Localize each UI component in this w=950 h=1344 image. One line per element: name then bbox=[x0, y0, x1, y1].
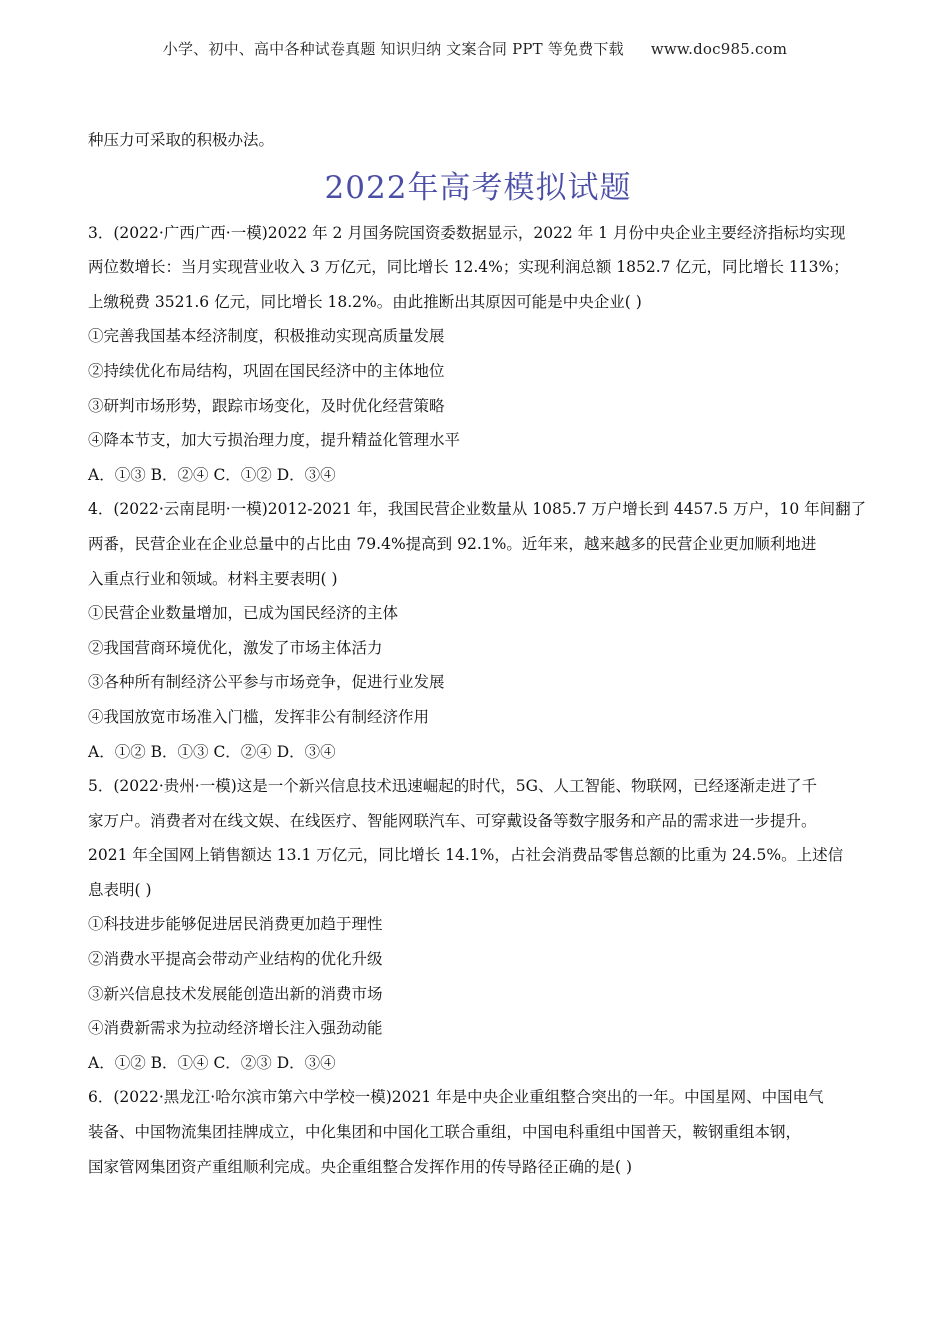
question-stem-line: 上缴税费 3521.6 亿元，同比增长 18.2%。由此推断出其原因可能是中央企业( ) bbox=[88, 292, 642, 311]
question-stem-line: 2021 年全国网上销售额达 13.1 万亿元，同比增长 14.1%，占社会消费品零售总额的比重为 24.5%。上述信 bbox=[88, 846, 844, 865]
question-stem-line: 息表明( ) bbox=[88, 880, 152, 899]
question-stem-line: 两位数增长：当月实现营业收入 3 万亿元，同比增长 12.4%；实现利润总额 1852.7 亿元，同比增长 113%； bbox=[88, 258, 849, 277]
question-5 bbox=[88, 769, 868, 1080]
question-stem-line: 5．(2022·贵州·一模)这是一个新兴信息技术迅速崛起的时代，5G、人工智能、物联网，已经逐渐走进了千 bbox=[88, 777, 818, 796]
question-stem-line: 6．(2022·黑龙江·哈尔滨市第六中学校一模)2021 年是中央企业重组整合突出的一年。中国星网、中国电气 bbox=[88, 1088, 824, 1107]
question-stem-line: 4．(2022·云南昆明·一模)2012-2021 年，我国民营企业数量从 1085.7 万户增长到 4457.5 万户，10 年间翻了 bbox=[88, 500, 867, 519]
question-3 bbox=[88, 216, 868, 493]
question-4 bbox=[88, 492, 868, 769]
question-item: ④我国放宽市场准入门槛，发挥非公有制经济作用 bbox=[88, 707, 430, 726]
question-stem-line: 两番，民营企业在企业总量中的占比由 79.4%提高到 92.1%。近年来，越来越多的民营企业更加顺利地进 bbox=[88, 534, 817, 553]
answer-options: A．①② B．①③ C．②④ D．③④ bbox=[88, 742, 336, 761]
answer-options: A．①③ B．②④ C．①② D．③④ bbox=[88, 465, 336, 484]
header-text: 小学、初中、高中各种试卷真题 知识归纳 文案合同 PPT 等免费下载 bbox=[162, 40, 624, 58]
question-stem-line: 装备、中国物流集团挂牌成立，中化集团和中国化工联合重组，中国电科重组中国普天，鞍钢重组本钢， bbox=[88, 1123, 802, 1142]
question-item: ②我国营商环境优化，激发了市场主体活力 bbox=[88, 638, 383, 657]
document-body bbox=[88, 123, 868, 1184]
question-item: ①民营企业数量增加，已成为国民经济的主体 bbox=[88, 604, 399, 623]
answer-options: A．①② B．①④ C．②③ D．③④ bbox=[88, 1053, 336, 1072]
question-item: ④降本节支，加大亏损治理力度，提升精益化管理水平 bbox=[88, 431, 461, 450]
question-item: ②消费水平提高会带动产业结构的优化升级 bbox=[88, 950, 383, 969]
question-item: ③研判市场形势，跟踪市场变化，及时优化经营策略 bbox=[88, 396, 445, 415]
page-header bbox=[0, 38, 950, 59]
intro-line: 种压力可采取的积极办法。 bbox=[88, 131, 275, 149]
question-stem-line: 家万户。消费者对在线文娱、在线医疗、智能网联汽车、可穿戴设备等数字服务和产品的需求进一步提升。 bbox=[88, 811, 817, 830]
question-item: ③各种所有制经济公平参与市场竞争，促进行业发展 bbox=[88, 673, 445, 692]
question-item: ④消费新需求为拉动经济增长注入强劲动能 bbox=[88, 1019, 383, 1038]
section-title: 2022年高考模拟试题 bbox=[324, 169, 632, 206]
question-item: ②持续优化布局结构，巩固在国民经济中的主体地位 bbox=[88, 361, 445, 380]
question-item: ③新兴信息技术发展能创造出新的消费市场 bbox=[88, 984, 383, 1003]
question-stem-line: 国家管网集团资产重组顺利完成。央企重组整合发挥作用的传导路径正确的是( ) bbox=[88, 1157, 633, 1176]
question-stem-line: 3．(2022·广西广西·一模)2022 年 2 月国务院国资委数据显示，2022 年 1 月份中央企业主要经济指标均实现 bbox=[88, 223, 846, 242]
question-6 bbox=[88, 1080, 868, 1184]
header-site-url[interactable]: www.doc985.com bbox=[650, 40, 788, 58]
question-stem-line: 入重点行业和领域。材料主要表明( ) bbox=[88, 569, 338, 588]
question-item: ①完善我国基本经济制度，积极推动实现高质量发展 bbox=[88, 327, 445, 346]
question-item: ①科技进步能够促进居民消费更加趋于理性 bbox=[88, 915, 383, 934]
